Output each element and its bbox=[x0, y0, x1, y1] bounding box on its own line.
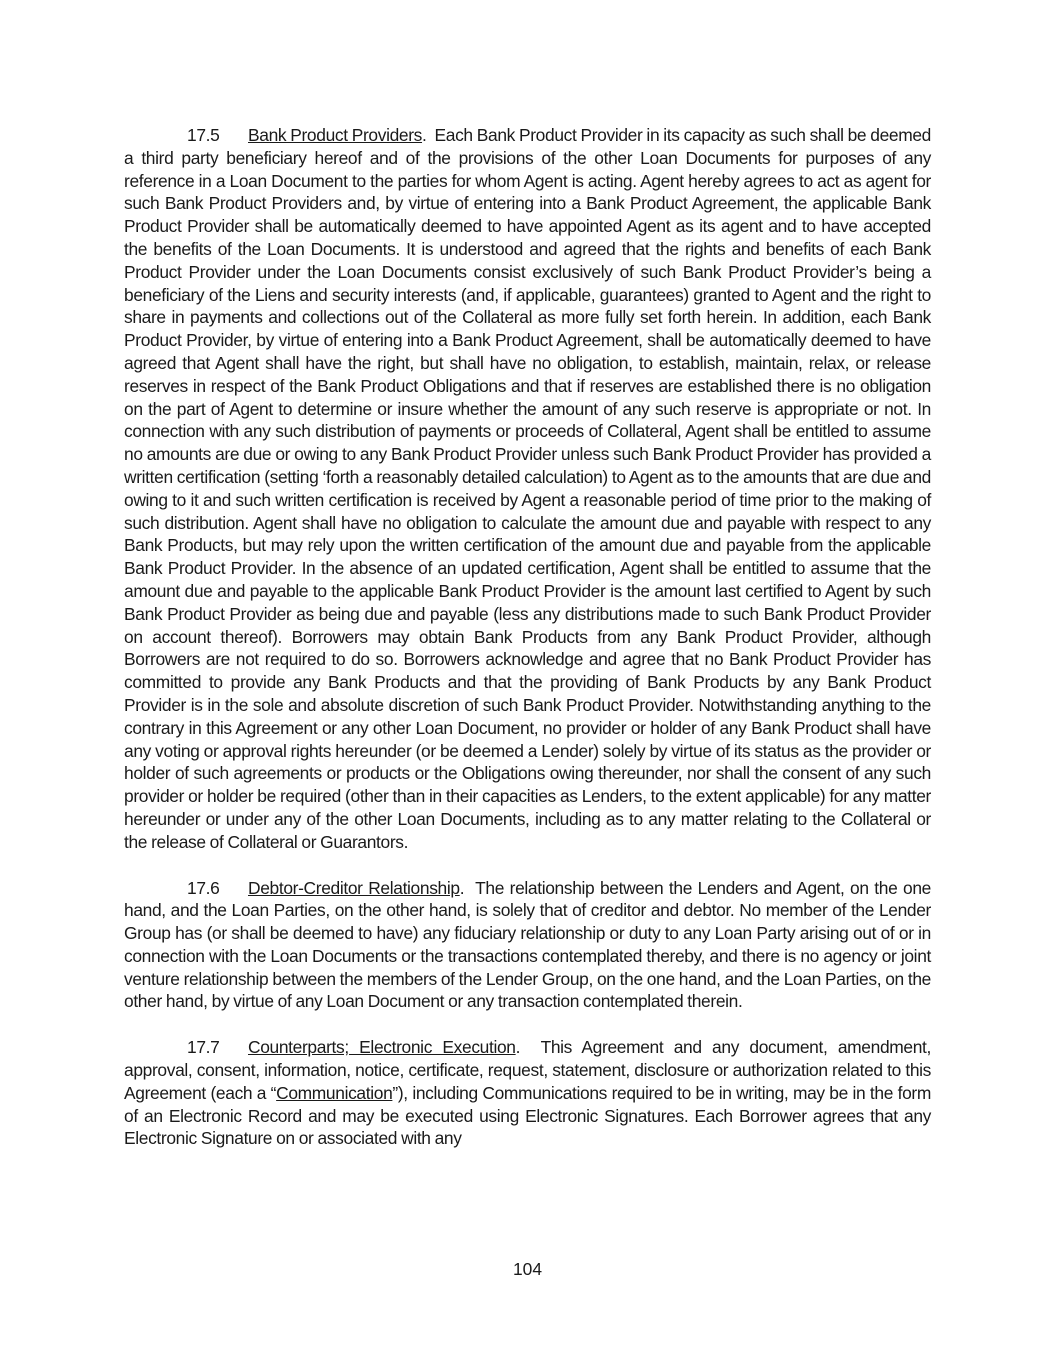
section-number: 17.6 bbox=[187, 877, 220, 898]
page-number: 104 bbox=[512, 1259, 542, 1279]
defined-term: Communication bbox=[276, 1082, 393, 1103]
section-number: 17.5 bbox=[187, 125, 220, 145]
section-number: 17.7 bbox=[187, 1037, 220, 1058]
section-heading: Counterparts; Electronic Execution bbox=[248, 1037, 516, 1058]
section-body-part-2: ”), including Communications required to be in writing, may be in the form of an Electronic Record and may be executed using Electronic Signatures. Each Borrower agrees that any Electronic Signature on or associated with any bbox=[124, 1082, 931, 1149]
section-17-5 bbox=[124, 124, 931, 854]
section-17-6 bbox=[124, 877, 931, 1014]
section-body: The relationship between the Lenders and Agent, on the one hand, and the Loan Parties, on the other hand, is solely that of creditor and debtor. No member of the Lender Group has (or shall be deemed to have) any fiduciary relationship or duty to any Loan Party arising out of or in connection with the Loan Documents or the transactions contemplated thereby, and there is no agency or joint venture relationship between the members of the Lender Group, on the one hand, and the Loan Parties, on the other hand, by virtue of any Loan Document or any transaction contemplated therein. bbox=[124, 877, 931, 1012]
section-heading: Bank Product Providers bbox=[248, 125, 423, 145]
heading-period: . bbox=[459, 877, 465, 898]
section-body: Each Bank Product Provider in its capacity as such shall be deemed a third party beneficiary hereof and of the provisions of the other Loan Documents for purposes of any reference in a Loan Document to the parties for whom Agent is acting. Agent hereby agrees to act as agent for such Bank Product Providers and, by virtue of entering into a Bank Product Agreement, the applicable Bank Product Provider shall be automatically deemed to have appointed Agent as its agent and to have accepted the benefits of the Loan Documents. It is understood and agreed that the rights and benefits of each Bank Product Provider under the Loan Documents consist exclusively of such Bank Product Provider’s being a beneficiary of the Liens and security interests (and, if applicable, guarantees) granted to Agent and the right to share in payments and collections out of the Collateral as more fully set forth herein. In addition, each Bank Product Provider, by virtue of entering into a Bank Product Agreement, shall be automatically deemed to have agreed that Agent shall have the right, but shall have no obligation, to establish, maintain, relax, or release reserves in respect of the Bank Product Obligations and that if reserves are established there is no obligation on the part of Agent to determine or insure whether the amount of any such reserve is appropriate or not. In connection with any such distribution of payments or proceeds of Collateral, Agent shall be entitled to assume no amounts are due or owing to any Bank Product Provider unless such Bank Product Provider has provided a written certification (setting ‘forth a reasonably detailed calculation) to Agent as to the amounts that are due and owing to it and such written certification is received by Agent a reasonable period of time prior to the making of such distribution. Agent shall have no obligation to calculate the amount due and payable with respect to any Bank Products, but may rely upon the written certification of the amount due and payable from the applicable Bank Product Provider. In the absence of an updated certification, Agent shall be entitled to assume that the amount due and payable to the applicable Bank Product Provider is the amount last certified to Agent by such Bank Product Provider as being due and payable (less any distributions made to such Bank Product Provider on account thereof). Borrowers may obtain Bank Products from any Bank Product Provider, although Borrowers are not required to do so. Borrowers acknowledge and agree that no Bank Product Provider has committed to provide any Bank Products and that the providing of Bank Products by any Bank Product Provider is in the sole and absolute discretion of such Bank Product Provider. Notwithstanding anything to the contrary in this Agreement or any other Loan Document, no provider or holder of any Bank Product shall have any voting or approval rights hereunder (or be deemed a Lender) solely by virtue of its status as the provider or holder of such agreements or products or the Obligations owing thereunder, nor shall the consent of any such provider or holder be required (other than in their capacities as Lenders, to the extent applicable) for any matter hereunder or under any of the other Loan Documents, including as to any matter relating to the Collateral or the release of Collateral or Guarantors. bbox=[124, 125, 931, 852]
section-17-7 bbox=[124, 1036, 931, 1150]
document-page bbox=[124, 124, 931, 1173]
heading-period: . bbox=[422, 125, 427, 145]
section-heading: Debtor-Creditor Relationship bbox=[248, 877, 460, 898]
heading-period: . bbox=[515, 1037, 521, 1058]
section-body-part-1: This Agreement and any document, amendment, approval, consent, information, notice, certificate, request, statement, disclosure or authorization related to this Agreement (each a “ bbox=[124, 1037, 932, 1103]
